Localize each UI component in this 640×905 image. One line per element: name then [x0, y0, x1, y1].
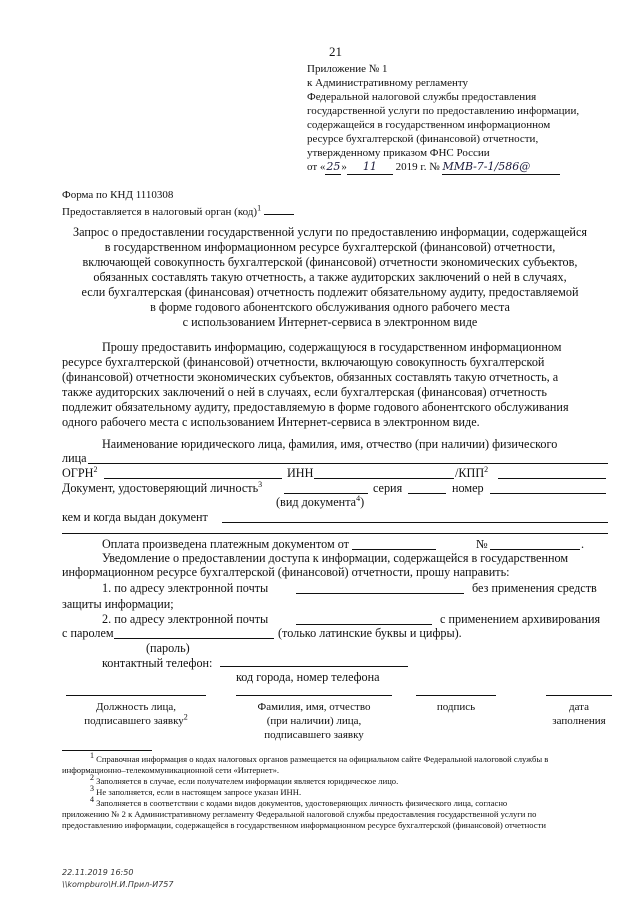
footnote [90, 784, 302, 799]
password-label: с паролем [62, 626, 114, 640]
option1-label: 1. по адресу электронной почты [102, 581, 269, 595]
option2-email-field[interactable] [296, 624, 432, 625]
footnote-cont: предоставлению информации, содержащейся в государственном информационном ресурсе бухгалтерской (финансовой) отчетности [62, 820, 546, 830]
appendix-line: Федеральной налоговой службы предоставления [307, 91, 537, 103]
title-line: обязанных составлять такую отчетность, а также аудиторских заключений о ней в случаях, [93, 270, 567, 284]
entity-name-label: Наименование юридического лица, фамилия, имя, отчество (при наличии) физического [102, 437, 558, 451]
footnote-text: Заполняется в случае, если получателем информации является юридическое лицо. [96, 776, 399, 786]
payment-end: . [581, 537, 585, 551]
entity-name-field[interactable] [88, 463, 608, 464]
id-document-label [62, 481, 262, 496]
option1-email-field[interactable] [296, 593, 464, 594]
option2-label: 2. по адресу электронной почты [102, 612, 269, 626]
position-field[interactable] [66, 695, 206, 696]
appendix-line: утвержденному приказом ФНС России [307, 147, 490, 159]
footnote [90, 773, 399, 788]
series-field[interactable] [408, 493, 446, 494]
footnote-cont: информационно–телекоммуникационной сети «Интернет». [62, 765, 280, 775]
request-line: подлежит обязательному аудиту, предоставляемую в форме годового абонентского обслуживания [62, 400, 569, 414]
footnote-text: Заполняется в соответствии с кодами видов документов, удостоверяющих личность физического лица, согласно [96, 798, 508, 808]
footnote [90, 751, 549, 766]
issued-by-field[interactable] [222, 522, 608, 523]
date-day: 25 [326, 160, 341, 173]
footnote-ref: 3 [258, 479, 263, 489]
fio-field[interactable] [236, 695, 392, 696]
title-line: Запрос о предоставлении государственной услуги по предоставлению информации, содержащейся [73, 225, 587, 239]
doc-type-text: (вид документа [276, 495, 357, 509]
appendix-line: государственной услуги по предоставлению информации, [307, 105, 580, 117]
password-hint: (пароль) [146, 641, 190, 655]
password-rule: (только латинские буквы и цифры). [278, 626, 462, 640]
page-number: 21 [329, 44, 342, 59]
title-line: в государственном информационном ресурсе бухгалтерской (финансовой) отчетности, [104, 240, 556, 254]
option1-desc: без применения средств [472, 581, 597, 595]
footnote-ref: 2 [93, 464, 98, 474]
request-line: одного рабочего места с использованием Интернет-сервиса в электронном виде. [62, 415, 480, 429]
entity-name-label-cont: лица [62, 451, 87, 465]
notice-line: Уведомление о предоставлении доступа к информации, содержащейся в государственном [102, 551, 569, 565]
footnote-number: 4 [90, 795, 94, 805]
title-line: с использованием Интернет-сервиса в электронном виде [182, 315, 478, 329]
ogrn-text: ОГРН [62, 466, 94, 480]
kpp-label [455, 466, 488, 481]
ogrn-label [62, 466, 97, 481]
phone-field[interactable] [220, 666, 408, 667]
date-caption-cont: заполнения [552, 715, 606, 727]
appendix-line: содержащейся в государственном информационном [307, 119, 551, 131]
title-line: если бухгалтерская (финансовая) отчетность подлежит обязательному аудиту, предоставляемой [81, 285, 579, 299]
appendix-title: Приложение № 1 [307, 63, 388, 75]
footnote-ref: 2 [183, 712, 188, 722]
order-number: ММВ-7-1/586@ [442, 160, 560, 175]
form-code: Форма по КНД 1110308 [62, 189, 174, 201]
footnote-separator [62, 750, 152, 751]
inn-label: ИНН [287, 466, 314, 480]
position-caption-text: подписавшего заявку [84, 715, 184, 727]
approval-date-line [307, 160, 560, 175]
notice-line: информационном ресурсе бухгалтерской (финансовой) отчетности, прошу направить: [62, 565, 510, 579]
kpp-text: /КПП [455, 466, 485, 480]
payment-number-label: № [476, 537, 488, 551]
date-caption: дата [568, 701, 590, 713]
title-line: в форме годового абонентского обслуживания одного рабочего места [150, 300, 510, 314]
footnote-cont: приложению № 2 к Административному регламенту Федеральной налоговой службы предоставления государственной услуги по [62, 809, 537, 819]
fio-caption: Фамилия, имя, отчество [257, 701, 371, 713]
password-field[interactable] [114, 638, 274, 639]
tax-authority-code-field[interactable] [264, 202, 294, 215]
print-timestamp: 22.11.2019 16:50 [62, 868, 134, 877]
footnote-text: Не заполняется, если в настоящем запросе указан ИНН. [96, 787, 302, 797]
position-caption: Должность лица, [96, 701, 176, 713]
print-path: \\kompburo\Н.И.Прил-И757 [62, 880, 174, 889]
request-line: также аудиторских заключений о ней в случаях, если бухгалтерская (финансовая) отчетность [62, 385, 547, 399]
payment-label: Оплата произведена платежным документом от [102, 537, 349, 551]
inn-field[interactable] [314, 478, 454, 479]
number-field[interactable] [490, 493, 606, 494]
tax-authority-line [62, 202, 294, 219]
request-line: (финансовой) отчетности экономических субъектов, обязанных составлять такую отчетность, а [62, 370, 559, 384]
date-mid: » [341, 161, 347, 173]
sign-caption: подпись [436, 701, 476, 713]
option1-desc-cont: защиты информации; [62, 597, 174, 611]
kpp-field[interactable] [498, 478, 606, 479]
footnote-number: 2 [90, 773, 94, 783]
option2-desc: с применением архивирования [440, 612, 601, 626]
date-year: 2019 г. № [395, 161, 440, 173]
doc-type-hint [276, 495, 364, 510]
appendix-line: ресурсе бухгалтерской (финансовой) отчетности, [307, 133, 539, 145]
fio-caption-cont: подписавшего заявку [264, 729, 364, 741]
footnote-number: 3 [90, 784, 94, 794]
fill-date-field[interactable] [546, 695, 612, 696]
footnote-ref: 1 [257, 203, 262, 213]
phone-label: контактный телефон: [102, 656, 213, 670]
fio-caption-cont: (при наличии) лица, [266, 715, 362, 727]
footnote [90, 795, 508, 810]
date-prefix: от « [307, 161, 326, 173]
phone-hint: код города, номер телефона [236, 670, 380, 684]
appendix-line: к Административному регламенту [307, 77, 469, 89]
request-line: ресурсе бухгалтерской (финансовой) отчетности, включающую совокупность бухгалтерской [62, 355, 545, 369]
signature-field[interactable] [416, 695, 496, 696]
date-month: 11 [347, 160, 393, 175]
footnote-number: 1 [90, 751, 94, 761]
series-label: серия [373, 481, 403, 495]
number-label: номер [452, 481, 484, 495]
id-document-text: Документ, удостоверяющий личность [62, 481, 259, 495]
doc-type-end: ) [360, 495, 365, 509]
issued-by-field-cont[interactable] [62, 533, 608, 534]
title-line: включающей совокупность бухгалтерской (финансовой) отчетности экономических субъектов, [82, 255, 578, 269]
footnote-ref: 4 [356, 493, 361, 503]
request-line: Прошу предоставить информацию, содержащуюся в государственном информационном [102, 340, 562, 354]
footnote-text: Справочная информация о кодах налоговых органов размещается на официальном сайте Федеральной налоговой службы в [96, 754, 549, 764]
payment-number-field[interactable] [490, 549, 580, 550]
payment-date-field[interactable] [352, 549, 436, 550]
footnote-ref: 2 [484, 464, 489, 474]
issued-by-label: кем и когда выдан документ [62, 510, 208, 524]
tax-authority-label: Предоставляется в налоговый орган (код) [62, 206, 258, 218]
ogrn-field[interactable] [104, 478, 282, 479]
position-caption-cont [56, 714, 216, 728]
